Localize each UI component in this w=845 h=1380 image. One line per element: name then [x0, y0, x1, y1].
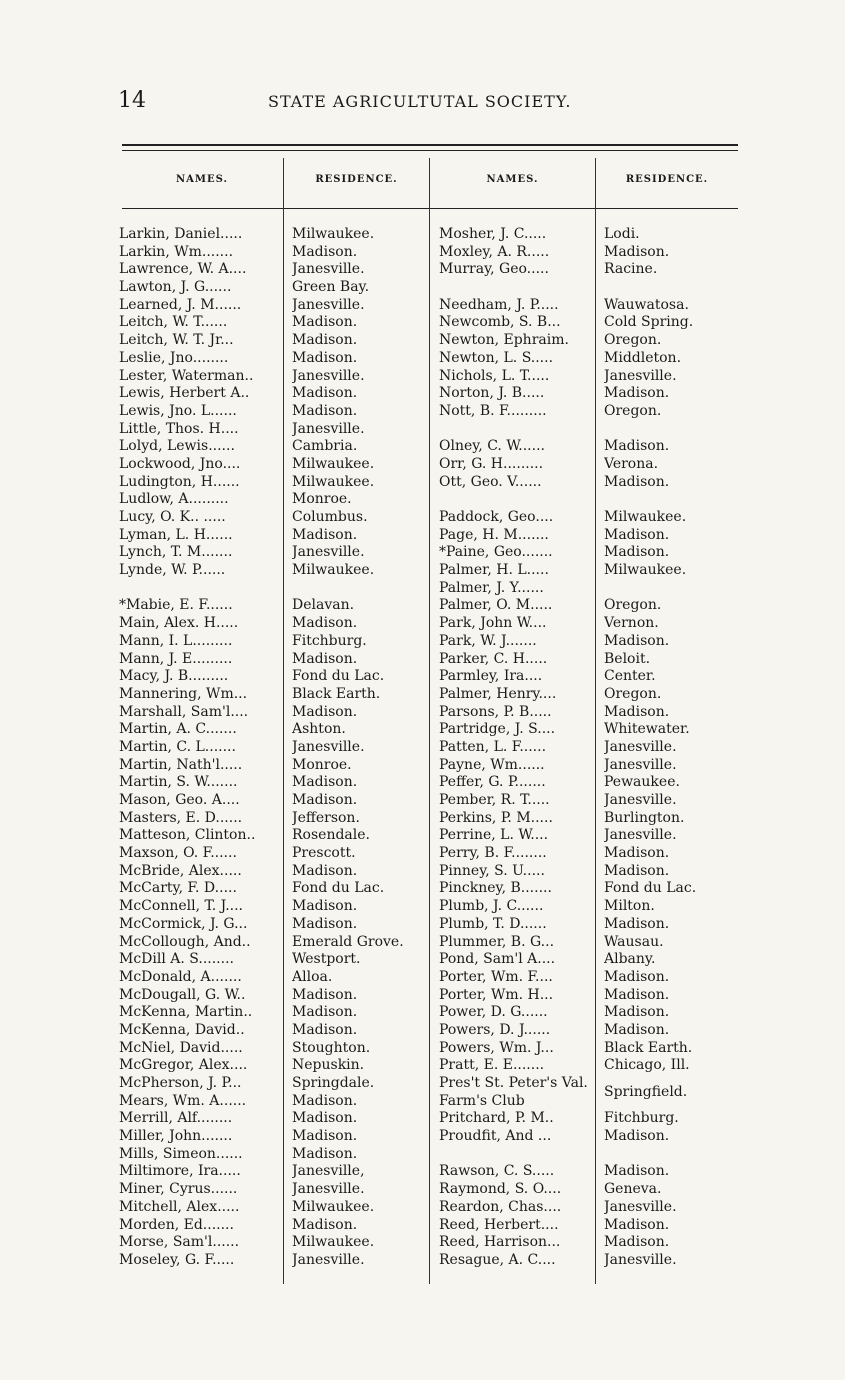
member-residence: Madison.: [292, 314, 358, 331]
member-name: *Paine, Geo.......: [439, 544, 553, 561]
member-residence: Madison.: [292, 349, 358, 366]
member-residence: Black Earth.: [292, 685, 381, 702]
member-residence: Milwaukee.: [604, 509, 687, 525]
member-residence: [604, 279, 742, 297]
member-name: Mason, Geo. A....: [119, 792, 240, 808]
member-residence: Janesville.: [292, 544, 365, 561]
member-residence: Center.: [604, 668, 656, 685]
member-name: Needham, J. P.....: [439, 296, 559, 313]
member-name: Lynde, W. P......: [119, 562, 226, 579]
column-divider: [429, 158, 430, 1284]
member-residence: Janesville.: [604, 792, 677, 808]
member-name: Ott, Geo. V......: [439, 473, 542, 490]
member-residence: Madison.: [292, 898, 358, 915]
header-rule: [122, 208, 738, 209]
member-name: McNiel, David.....: [119, 1039, 243, 1056]
member-residence: Jefferson.: [292, 809, 360, 826]
member-name: [119, 580, 281, 598]
member-residence: Milton.: [604, 898, 655, 915]
member-name: Moseley, G. F.....: [119, 1251, 235, 1268]
member-name: Newton, L. S.....: [439, 349, 554, 366]
member-residence: Janesville.: [292, 296, 365, 313]
member-name: Pratt, E. E.......: [439, 1057, 545, 1074]
member-residence: Oregon.: [604, 685, 662, 702]
member-name: Mannering, Wm...: [119, 685, 248, 702]
member-residence: Madison.: [292, 1145, 358, 1162]
member-residence: Madison.: [604, 703, 670, 720]
member-name: Perrine, L. W....: [439, 827, 549, 844]
member-residence: Burlington.: [604, 809, 685, 826]
member-name: Mosher, J. C.....: [439, 226, 547, 242]
member-name: Merrill, Alf........: [119, 1110, 233, 1127]
member-name: Page, H. M.......: [439, 526, 549, 543]
member-name: Perry, B. F........: [439, 845, 547, 862]
member-name: Miner, Cyrus......: [119, 1181, 238, 1198]
left-names-column: [119, 226, 281, 1270]
member-name: Palmer, Henry....: [439, 685, 557, 702]
member-residence: Prescott.: [292, 845, 356, 862]
member-name: McCollough, And..: [119, 933, 251, 950]
member-residence: Madison.: [604, 862, 670, 879]
running-head: STATE AGRICULTUTAL SOCIETY.: [268, 92, 572, 111]
member-name: [439, 421, 594, 439]
member-residence: Oregon.: [604, 597, 662, 614]
member-name: Raymond, S. O....: [439, 1181, 562, 1198]
member-name: McConnell, T. J....: [119, 898, 243, 915]
member-residence: Janesville.: [604, 756, 677, 773]
member-name: Lawton, J. G......: [119, 279, 232, 296]
member-residence: Madison.: [604, 544, 670, 561]
member-residence: Madison.: [604, 1021, 670, 1038]
member-residence: Verona.: [604, 455, 659, 472]
member-residence: Janesville.: [292, 1181, 365, 1198]
member-name: Pritchard, P. M..: [439, 1110, 554, 1127]
member-residence: Stoughton.: [292, 1039, 371, 1056]
member-name: Orr, G. H.........: [439, 455, 544, 472]
member-residence: [604, 491, 742, 509]
member-residence: Madison.: [604, 915, 670, 932]
member-residence: Madison.: [292, 1004, 358, 1021]
member-residence: Janesville.: [292, 738, 365, 755]
member-residence: Rosendale.: [292, 827, 370, 844]
member-residence: [604, 1146, 742, 1164]
member-residence: Janesville.: [604, 827, 677, 844]
column-headers: [122, 160, 738, 208]
member-residence: Pewaukee.: [604, 774, 680, 791]
member-name: Parsons, P. B.....: [439, 703, 552, 720]
member-residence: Madison.: [604, 845, 670, 862]
member-name: *Mabie, E. F......: [119, 597, 233, 614]
member-name: [439, 279, 594, 297]
member-residence: Janesville.: [604, 367, 677, 384]
member-name: Plummer, B. G...: [439, 933, 555, 950]
col-head-residence-2: RESIDENCE.: [625, 174, 709, 185]
member-name: Leitch, W. T......: [119, 314, 228, 331]
left-residence-column: [292, 226, 428, 1270]
member-name: [439, 491, 594, 509]
right-residence-column: [604, 226, 742, 1270]
member-residence: Madison.: [292, 526, 358, 543]
member-residence: Milwaukee.: [292, 455, 375, 472]
member-residence: Westport.: [292, 951, 361, 968]
member-residence: Fitchburg.: [604, 1110, 679, 1127]
member-residence: Milwaukee.: [292, 226, 375, 242]
member-residence: Fond du Lac.: [292, 880, 385, 897]
member-residence: Delavan.: [292, 597, 355, 614]
member-residence: Cambria.: [292, 438, 358, 455]
member-name: McDougall, G. W..: [119, 986, 246, 1003]
member-residence: Madison.: [604, 438, 670, 455]
member-name: Mitchell, Alex.....: [119, 1198, 240, 1215]
member-name: Moxley, A. R.....: [439, 243, 550, 260]
member-name: Proudfit, And ...: [439, 1128, 552, 1145]
member-name: Morse, Sam'l......: [119, 1234, 240, 1251]
member-residence: Oregon.: [604, 332, 662, 349]
member-name: Miller, John.......: [119, 1128, 233, 1145]
member-name: Paddock, Geo....: [439, 509, 554, 525]
member-name: Pinney, S. U.....: [439, 862, 545, 879]
member-name: McDill A. S........: [119, 951, 234, 968]
member-name: McPherson, J. P...: [119, 1075, 242, 1091]
member-residence: Chicago, Ill.: [604, 1057, 690, 1074]
member-residence: Emerald Grove.: [292, 933, 404, 950]
member-residence: Green Bay.: [292, 279, 370, 296]
member-residence: [292, 580, 428, 598]
member-residence: Geneva.: [604, 1181, 662, 1198]
member-residence: [604, 580, 742, 598]
member-residence: Racine.: [604, 261, 658, 278]
member-name: McCormick, J. G...: [119, 915, 248, 932]
member-name: Powers, D. J......: [439, 1021, 551, 1038]
member-name: Lester, Waterman..: [119, 367, 254, 384]
member-name: Perkins, P. M.....: [439, 809, 553, 826]
member-name: Murray, Geo.....: [439, 261, 549, 278]
member-residence: Madison.: [292, 1216, 358, 1233]
member-name: Mann, I. L.........: [119, 632, 233, 649]
member-residence: Madison.: [292, 1092, 358, 1109]
member-residence: Janesville.: [604, 1251, 677, 1268]
member-name: Lockwood, Jno....: [119, 455, 241, 472]
member-residence: Beloit.: [604, 650, 651, 667]
member-name: Reardon, Chas....: [439, 1198, 562, 1215]
member-name: Learned, J. M......: [119, 296, 242, 313]
member-name: Power, D. G......: [439, 1004, 548, 1021]
member-name: Lynch, T. M.......: [119, 544, 233, 561]
member-name: Ludlow, A.........: [119, 491, 229, 508]
member-residence: Madison.: [292, 792, 358, 808]
member-residence: Madison.: [292, 1021, 358, 1038]
member-name: Parmley, Ira....: [439, 668, 543, 685]
member-residence: Monroe.: [292, 491, 352, 508]
member-name: McGregor, Alex....: [119, 1057, 248, 1074]
member-name: Lawrence, W. A....: [119, 261, 247, 278]
member-residence: Madison.: [292, 402, 358, 419]
member-name: Lewis, Herbert A..: [119, 385, 250, 402]
member-residence: Janesville.: [604, 738, 677, 755]
member-name: Miltimore, Ira.....: [119, 1163, 241, 1180]
member-residence: Nepuskin.: [292, 1057, 365, 1074]
member-name: Lewis, Jno. L......: [119, 402, 237, 419]
member-name: Larkin, Daniel.....: [119, 226, 243, 242]
member-residence: Madison.: [604, 632, 670, 649]
member-name: Lucy, O. K.. .....: [119, 509, 226, 525]
member-residence: Milwaukee.: [292, 1198, 375, 1215]
member-residence: Madison.: [292, 1110, 358, 1127]
member-name: Martin, S. W.......: [119, 774, 238, 791]
member-name: Martin, C. L.......: [119, 738, 236, 755]
member-name: Palmer, O. M.....: [439, 597, 553, 614]
member-name: Park, John W....: [439, 615, 547, 632]
member-name: Partridge, J. S....: [439, 721, 556, 738]
member-residence: Madison.: [292, 774, 358, 791]
member-name: Plumb, J. C......: [439, 898, 544, 915]
member-residence: Madison.: [604, 1004, 670, 1021]
member-residence: Madison.: [292, 1128, 358, 1145]
member-residence: Lodi.: [604, 226, 640, 242]
col-head-names-1: NAMES.: [176, 174, 228, 185]
member-residence: Madison.: [292, 332, 358, 349]
member-residence: Madison.: [292, 650, 358, 667]
member-name: Reed, Herbert....: [439, 1216, 559, 1233]
member-residence: Madison.: [292, 703, 358, 720]
member-residence: Janesville.: [604, 1198, 677, 1215]
member-name: Peffer, G. P.......: [439, 774, 546, 791]
member-residence: Milwaukee.: [604, 562, 687, 579]
right-names-column: [439, 226, 594, 1270]
member-name: Payne, Wm......: [439, 756, 545, 773]
member-residence: Oregon.: [604, 402, 662, 419]
member-residence: Monroe.: [292, 756, 352, 773]
member-name: Martin, Nath'l.....: [119, 756, 243, 773]
page-header: [118, 88, 738, 118]
member-residence: Madison.: [292, 243, 358, 260]
member-name: Palmer, J. Y......: [439, 579, 544, 596]
member-residence: Fond du Lac.: [292, 668, 385, 685]
top-rule-thin: [122, 150, 738, 151]
member-name: Nichols, L. T.....: [439, 367, 550, 384]
member-name: Newton, Ephraim.: [439, 332, 569, 349]
member-name: McCarty, F. D.....: [119, 880, 237, 897]
member-residence: Milwaukee.: [292, 1234, 375, 1251]
member-residence: Madison.: [604, 526, 670, 543]
member-residence: Janesville.: [292, 261, 365, 278]
member-residence: Ashton.: [292, 721, 346, 738]
member-residence: Janesville,: [292, 1163, 365, 1180]
member-residence: Madison.: [604, 968, 670, 985]
member-residence: Columbus.: [292, 509, 368, 525]
member-residence: Fitchburg.: [292, 632, 367, 649]
member-name: Norton, J. B.....: [439, 385, 545, 402]
member-residence: Springdale.: [292, 1075, 375, 1091]
member-name: Mears, Wm. A......: [119, 1092, 247, 1109]
member-name: Olney, C. W......: [439, 438, 545, 455]
member-name: Porter, Wm. H...: [439, 986, 554, 1003]
member-name: Lolyd, Lewis......: [119, 438, 235, 455]
top-rule: [122, 144, 738, 146]
member-residence: Madison.: [604, 1216, 670, 1233]
member-residence: Madison.: [292, 615, 358, 632]
member-name: Patten, L. F......: [439, 738, 547, 755]
member-name: [439, 1146, 594, 1164]
member-name: Pember, R. T.....: [439, 792, 550, 808]
member-name: McBride, Alex.....: [119, 862, 242, 879]
member-residence: Wauwatosa.: [604, 296, 689, 313]
member-name: McKenna, David..: [119, 1021, 245, 1038]
member-residence: Madison.: [292, 385, 358, 402]
column-divider: [283, 158, 284, 1284]
member-name: McKenna, Martin..: [119, 1004, 253, 1021]
member-residence: Madison.: [604, 1163, 670, 1180]
member-residence: Madison.: [604, 385, 670, 402]
member-name: Leslie, Jno........: [119, 349, 229, 366]
member-residence: Madison.: [604, 1128, 670, 1145]
member-name: Mills, Simeon......: [119, 1145, 243, 1162]
member-name: Maxson, O. F......: [119, 845, 237, 862]
member-name: Parker, C. H.....: [439, 650, 548, 667]
col-head-residence-1: RESIDENCE.: [315, 174, 398, 185]
member-residence: Alloa.: [292, 968, 333, 985]
member-name: Park, W. J.......: [439, 632, 537, 649]
member-name: Rawson, C. S.....: [439, 1163, 555, 1180]
member-name: Ludington, H......: [119, 473, 240, 490]
member-residence: Madison.: [292, 915, 358, 932]
member-name: Plumb, T. D......: [439, 915, 547, 932]
member-residence: Janesville.: [292, 1251, 365, 1268]
member-name: Leitch, W. T. Jr...: [119, 332, 234, 349]
member-residence: Albany.: [604, 951, 656, 968]
member-name: Lyman, L. H......: [119, 526, 233, 543]
member-name: Macy, J. B.........: [119, 668, 229, 685]
member-residence: Black Earth.: [604, 1039, 693, 1056]
member-name: Nott, B. F.........: [439, 402, 547, 419]
member-residence: Whitewater.: [604, 721, 690, 738]
member-name: Masters, E. D......: [119, 809, 243, 826]
member-name: Pond, Sam'l A....: [439, 951, 556, 968]
member-residence: Fond du Lac.: [604, 880, 697, 897]
member-name: Newcomb, S. B...: [439, 314, 561, 331]
member-name: Matteson, Clinton..: [119, 827, 256, 844]
member-name: Martin, A. C.......: [119, 721, 237, 738]
member-name: Reed, Harrison...: [439, 1234, 561, 1251]
member-name: Powers, Wm. J...: [439, 1039, 554, 1056]
member-name: Marshall, Sam'l....: [119, 703, 249, 720]
member-residence: Janesville.: [292, 420, 365, 437]
member-residence: Milwaukee.: [292, 562, 375, 579]
member-residence: Madison.: [604, 1234, 670, 1251]
member-name: McDonald, A.......: [119, 968, 242, 985]
member-name: Porter, Wm. F....: [439, 968, 553, 985]
member-residence: Wausau.: [604, 933, 664, 950]
member-residence: Janesville.: [292, 367, 365, 384]
member-residence: Madison.: [604, 243, 670, 260]
page-number: 14: [118, 88, 146, 113]
member-residence: Madison.: [604, 473, 670, 490]
member-residence: Cold Spring.: [604, 314, 694, 331]
member-residence: Madison.: [604, 986, 670, 1003]
member-name: Resague, A. C....: [439, 1251, 556, 1268]
col-head-names-2: NAMES.: [486, 174, 539, 185]
column-divider: [595, 158, 596, 1284]
member-residence: Vernon.: [604, 615, 659, 632]
member-name: Mann, J. E.........: [119, 650, 233, 667]
member-residence: Milwaukee.: [292, 473, 375, 490]
member-name: Pinckney, B.......: [439, 880, 552, 897]
member-residence: Springfield.: [604, 1084, 688, 1100]
member-residence: Middleton.: [604, 349, 682, 366]
member-name: Little, Thos. H....: [119, 420, 239, 437]
member-residence: Madison.: [292, 862, 358, 879]
member-residence: [604, 421, 742, 439]
member-name: Morden, Ed.......: [119, 1216, 234, 1233]
member-name: Larkin, Wm.......: [119, 243, 234, 260]
member-name: Palmer, H. L.....: [439, 562, 549, 579]
member-name: Pres't St. Peter's Val. Farm's Club: [439, 1075, 588, 1109]
member-name: Main, Alex. H.....: [119, 615, 239, 632]
member-residence: Madison.: [292, 986, 358, 1003]
